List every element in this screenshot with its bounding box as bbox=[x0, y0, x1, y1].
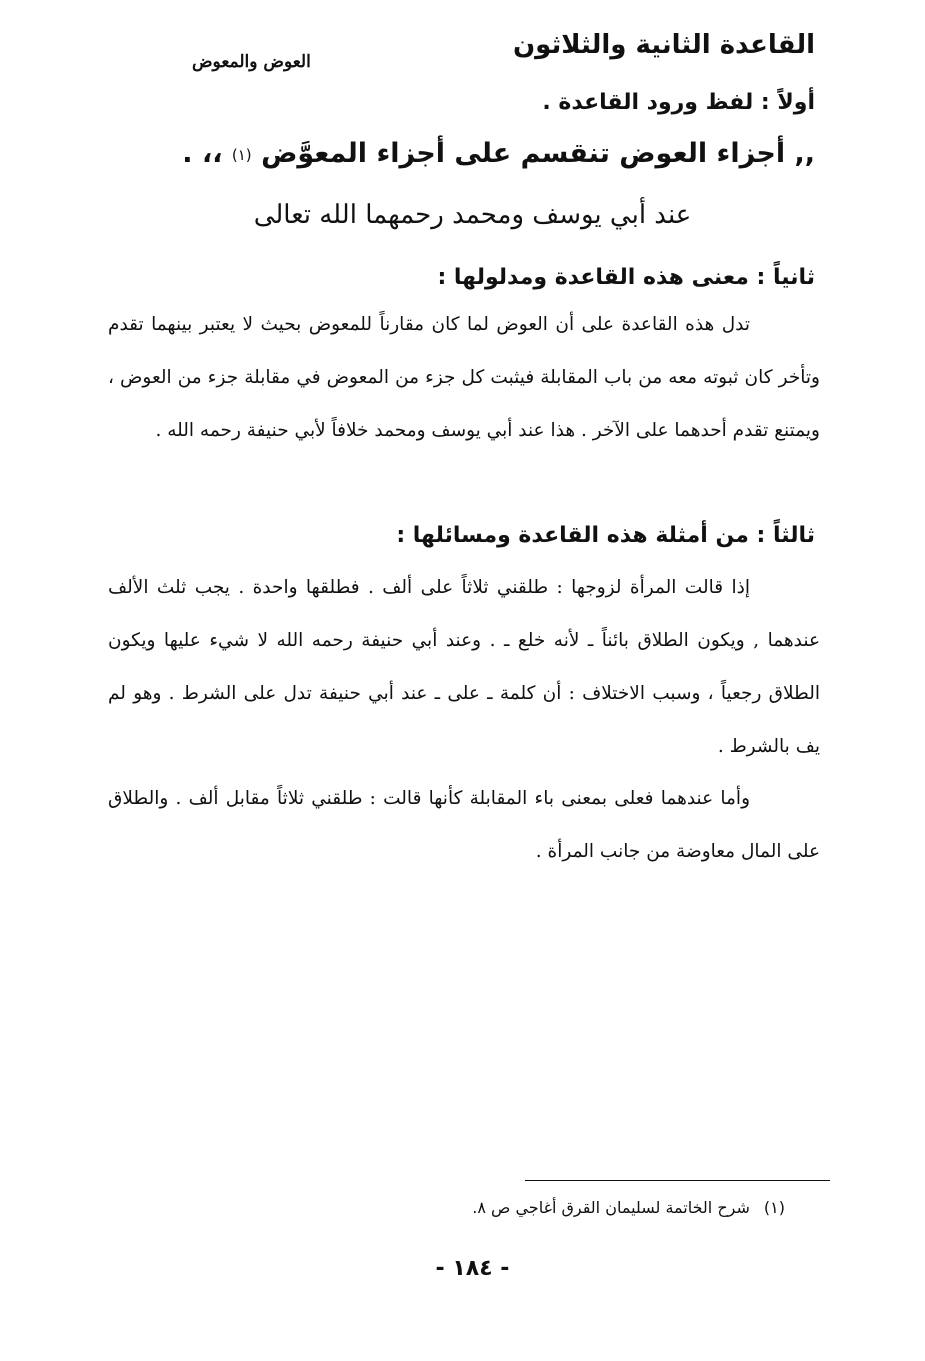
section-heading-first: أولاً : لفظ ورود القاعدة . bbox=[542, 90, 815, 115]
page-number: - ١٨٤ - bbox=[435, 1256, 510, 1281]
rule-title: القاعدة الثانية والثلاثون bbox=[512, 30, 815, 60]
footnote-reference: (١) bbox=[231, 146, 252, 164]
section-heading-second: ثانياً : معنى هذه القاعدة ومدلولها : bbox=[437, 265, 815, 290]
example-paragraph-2-text: وأما عندهما فعلى بمعنى باء المقابلة كأنها قالت : طلقني ثلاثاً مقابل ألف . والطلاق على المال معاوضة من جانب المرأة . bbox=[108, 788, 820, 862]
section-heading-third: ثالثاً : من أمثلة هذه القاعدة ومسائلها : bbox=[396, 523, 815, 548]
example-paragraph-2 bbox=[108, 772, 820, 878]
running-head: العوض والمعوض bbox=[192, 52, 311, 72]
rule-statement-text: ,, أجزاء العوض تنقسم على أجزاء المعوَّض bbox=[261, 138, 815, 169]
meaning-paragraph-text: تدل هذه القاعدة على أن العوض لما كان مقارناً للمعوض بحيث لا يعتبر بينهما تقدم وتأخر كان ثبوته معه من باب المقابلة فيثبت كل جزء من المعوض في مقابلة جزء من العوض ، ويمتنع تقدم أحدهما على الآخر . هذا عند أبي يوسف ومحمد خلافاً لأبي حنيفة رحمه الله . bbox=[108, 314, 820, 441]
example-paragraph-1-text: إذا قالت المرأة لزوجها : طلقني ثلاثاً على ألف . فطلقها واحدة . يجب ثلث الألف عندهما , ويكون الطلاق بائناً ـ لأنه خلع ـ . وعند أبي حنيفة رحمه الله لا شيء عليها ويكون الطلاق رجعياً ، وسبب الاختلاف : أن كلمة ـ على ـ عند أبي حنيفة تدل على الشرط . وهو لم يف بالشرط . bbox=[108, 577, 820, 757]
footnote-text: شرح الخاتمة لسليمان القرق أغاجي ص ٨. bbox=[472, 1198, 750, 1217]
footnote bbox=[472, 1198, 785, 1217]
footnote-separator bbox=[525, 1180, 830, 1181]
rule-statement bbox=[182, 138, 815, 169]
footnote-number: (١) bbox=[763, 1198, 785, 1217]
example-paragraph-1 bbox=[108, 561, 820, 773]
rule-attribution: عند أبي يوسف ومحمد رحمهما الله تعالى bbox=[253, 200, 692, 230]
meaning-paragraph bbox=[108, 298, 820, 457]
rule-statement-close: ،، . bbox=[182, 138, 232, 169]
